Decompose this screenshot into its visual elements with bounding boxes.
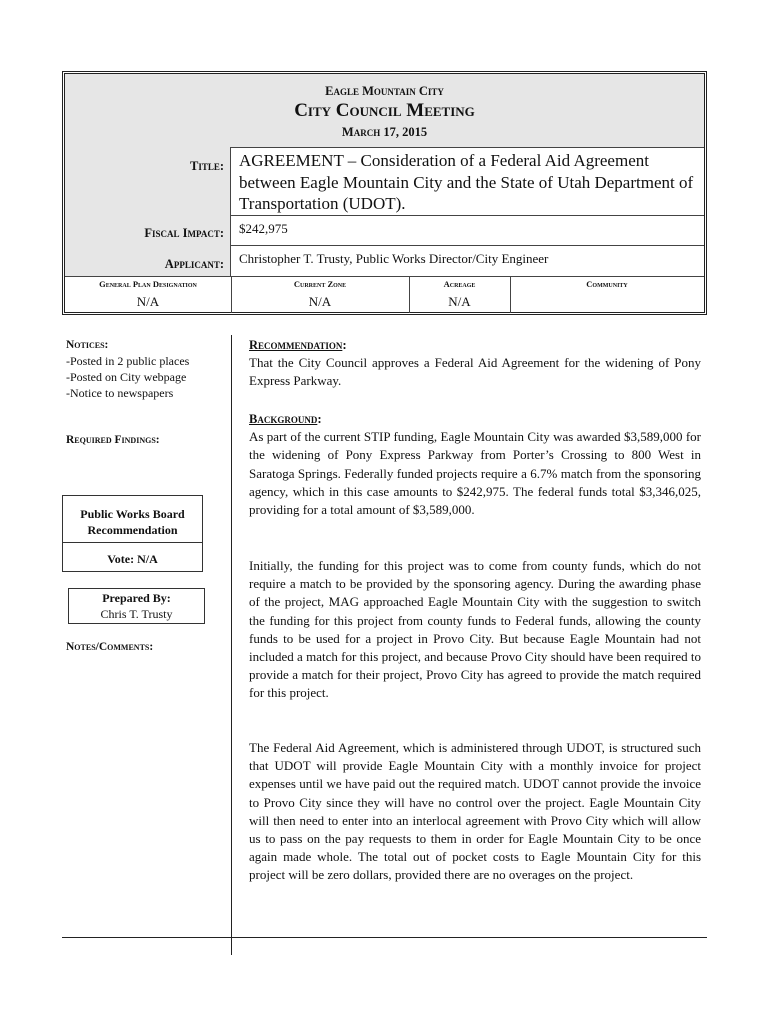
background-paragraph-1: As part of the current STIP funding, Eagle Mountain City was awarded $3,589,000 for the widening of Pony Express Parkway from Porter’s Crossing to 800 West in Saratoga Springs. Federally funded projects require a 6.7% match from the sponsoring agency, which in this case amounts to $242,975. The federal funds total $3,346,025, providing for a total amount of $3,589,000. [249, 429, 701, 518]
title-value: AGREEMENT – Consideration of a Federal Aid Agreement between Eagle Mountain City and the State of Utah Department of Transportation (UDOT). [239, 151, 694, 213]
acreage-header: Acreage [443, 279, 476, 289]
fiscal-label-cell [65, 215, 231, 245]
notice-item: -Posted on City webpage [66, 370, 187, 384]
community-cell [510, 277, 704, 313]
applicant-value: Christopher T. Trusty, Public Works Director/City Engineer [239, 251, 549, 266]
designation-row [65, 276, 704, 313]
fiscal-impact-value: $242,975 [239, 221, 288, 236]
recommendation-heading: Recommendation [249, 338, 343, 352]
meeting-title: City Council Meeting [294, 100, 475, 121]
applicant-label-cell [65, 245, 231, 276]
prepared-by-name: Chris T. Trusty [100, 607, 173, 621]
required-findings-label: Required Findings: [66, 434, 160, 446]
footer-rule [62, 937, 707, 938]
current-zone-header: Current Zone [293, 279, 347, 289]
current-zone-value: N/A [308, 294, 332, 309]
column-divider [231, 335, 232, 955]
header-table [62, 71, 707, 315]
pwb-title-line1: Public Works Board [80, 507, 185, 521]
general-plan-value: N/A [136, 294, 160, 309]
background-paragraph-3: The Federal Aid Agreement, which is administered through UDOT, is structured such that UDOT will provide Eagle Mountain City with a monthly invoice for project expenses until we have paid out the required match. UDOT cannot provide the invoice to Provo City since they will have no control over the project. Eagle Mountain City will then need to enter into an interlocal agreement with Provo City which will allow us to pass on the pay requests to them in order for Eagle Mountain City to be once again made whole. The total out of pocket costs to Eagle Mountain City for this project will be zero dollars, provided there are no overages on the project. [249, 740, 701, 883]
general-plan-header: General Plan Designation [99, 279, 197, 289]
meeting-date: March 17, 2015 [341, 125, 428, 139]
notice-item: -Posted in 2 public places [66, 354, 190, 368]
title-row [65, 147, 704, 216]
applicant-row [65, 245, 704, 276]
prepared-by-box [68, 588, 205, 624]
notices-heading: Notices: [66, 339, 109, 351]
background-section: Background: As part of the current STIP funding, Eagle Mountain City was awarded $3,589,000 for the widening of Pony Express Parkway from Porter’s Crossing to 800 West in Saratoga Springs. Federally funded projects require a 6.7% match from the sponsoring agency, which in this case amounts to $242,975. The federal funds total $3,346,025, providing for a total amount of $3,589,000. [249, 410, 701, 519]
organization-name: Eagle Mountain City [325, 84, 444, 98]
fiscal-impact-label: Fiscal Impact: [144, 226, 224, 240]
pwb-vote: Vote: N/A [107, 552, 158, 566]
notices-section [66, 338, 226, 401]
background-paragraph-2-block [249, 557, 701, 703]
notice-item: -Notice to newspapers [66, 386, 174, 400]
applicant-label: Applicant: [164, 257, 224, 271]
notes-comments-label: Notes/Comments: [66, 641, 154, 653]
background-paragraph-3-block [249, 739, 701, 885]
fiscal-impact-row [65, 215, 704, 246]
current-zone-cell [231, 277, 410, 313]
acreage-cell [409, 277, 511, 313]
public-works-board-box [62, 495, 203, 572]
pwb-divider [63, 542, 202, 543]
pwb-title-line2: Recommendation [87, 523, 178, 537]
header-banner [65, 74, 704, 148]
title-label-cell [65, 147, 231, 215]
background-heading: Background [249, 412, 318, 426]
recommendation-section: Recommendation: That the City Council approves a Federal Aid Agreement for the widening of Pony Express Parkway. [249, 336, 701, 391]
acreage-value: N/A [448, 294, 471, 309]
recommendation-text: That the City Council approves a Federal Aid Agreement for the widening of Pony Express Parkway. [249, 355, 701, 389]
prepared-by-label: Prepared By: [102, 591, 171, 605]
background-paragraph-2: Initially, the funding for this project was to come from county funds, which do not require a match to be provided by the sponsoring agency. During the awarding phase of the project, MAG approached Eagle Mountain City with the suggestion to switch the funding for this project from county funds to Federal funds, allowing the county funds to be used for a project in Provo City. But because Eagle Mountain had not included a match for this project, and because Provo City should have been required to provide a match for their project, Provo City has agreed to provide the match required for this project. [249, 558, 701, 701]
title-label: Title: [189, 159, 224, 173]
community-header: Community [586, 279, 628, 289]
general-plan-cell [65, 277, 232, 313]
